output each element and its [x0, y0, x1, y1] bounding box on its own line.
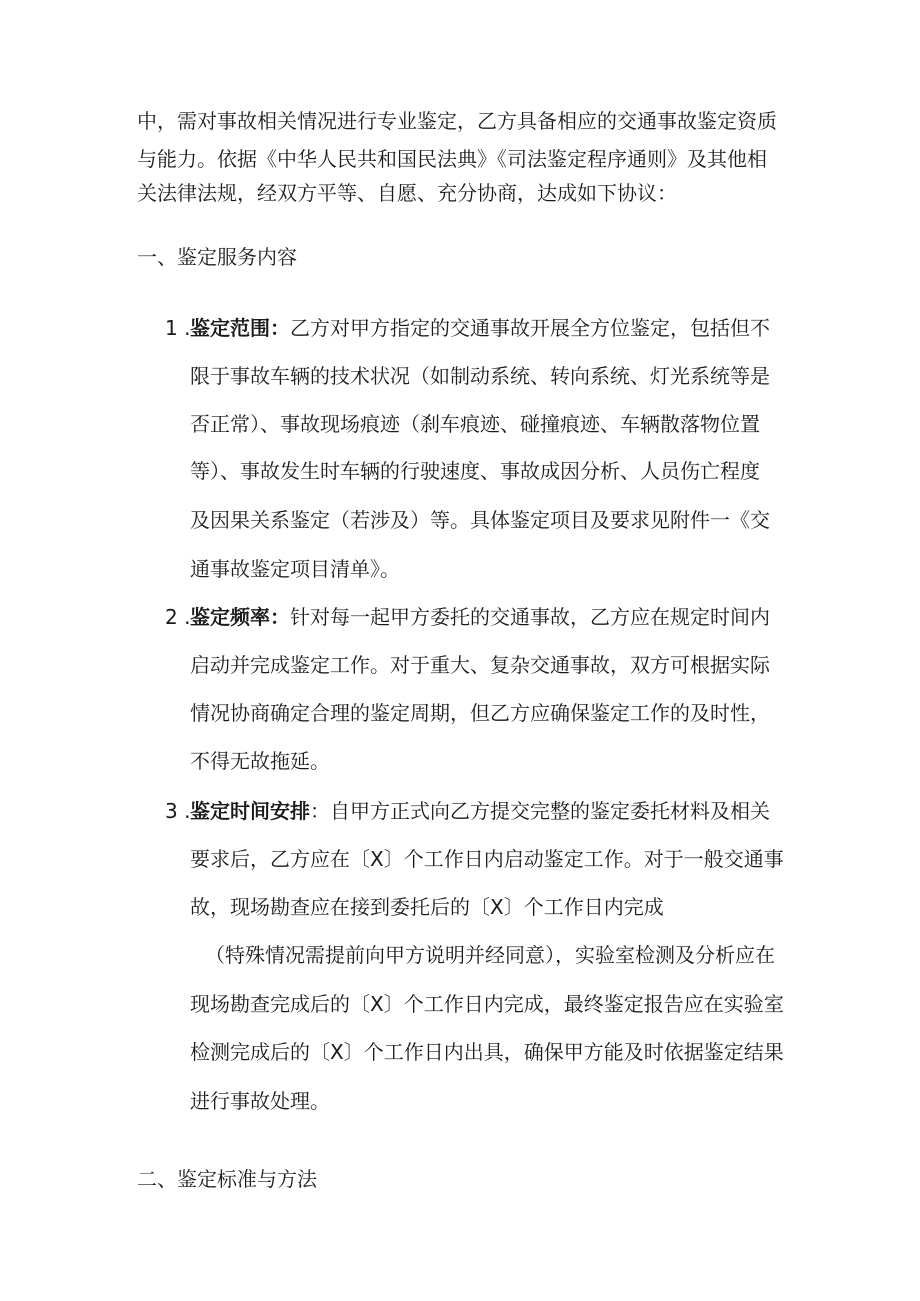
item-number-3: 3 .: [165, 799, 191, 823]
intro-line: 关法律法规，经双方平等、自愿、充分协商，达成如下协议：: [137, 181, 677, 205]
section-heading-1: 一、鉴定服务内容: [137, 245, 297, 269]
item-1-line: 及因果关系鉴定（若涉及）等。具体鉴定项目及要求见附件一《交: [190, 508, 770, 532]
item-1-line: 限于事故车辆的技术状况（如制动系统、转向系统、灯光系统等是: [190, 364, 770, 388]
item-3-text: ：自甲方正式向乙方提交完整的鉴定委托材料及相关: [310, 799, 770, 823]
item-3-line: （特殊情况需提前向甲方说明并经同意），实验室检测及分析应在: [205, 943, 775, 967]
section-heading-2: 二、鉴定标准与方法: [137, 1167, 317, 1191]
item-1-line: 通事故鉴定项目清单》。: [190, 557, 400, 581]
intro-line: 中，需对事故相关情况进行专业鉴定，乙方具备相应的交通事故鉴定资质: [137, 109, 777, 133]
item-3-line: [190, 796, 770, 826]
item-3-line: 现场勘查完成后的〔X〕个工作日内完成，最终鉴定报告应在实验室: [190, 992, 784, 1016]
item-3-line: 故，现场勘查应在接到委托后的〔X〕个工作日内完成: [190, 895, 664, 919]
intro-line: 与能力。依据《中华人民共和国民法典》《司法鉴定程序通则》及其他相: [137, 147, 767, 171]
item-number-2: 2 .: [165, 605, 191, 629]
item-1-line: [190, 313, 770, 343]
item-3-line: 进行事故处理。: [190, 1089, 330, 1113]
item-1-line: 等）、事故发生时车辆的行驶速度、事故成因分析、人员伤亡程度: [190, 459, 760, 483]
item-number-1: 1 .: [165, 316, 191, 340]
item-2-line: [190, 602, 770, 632]
item-1-label: 鉴定范围：: [190, 316, 290, 340]
item-2-line: 启动并完成鉴定工作。对于重大、复杂交通事故，双方可根据实际: [190, 653, 770, 677]
item-2-label: 鉴定频率：: [190, 605, 290, 629]
item-2-text: 针对每一起甲方委托的交通事故，乙方应在规定时间内: [290, 605, 770, 629]
item-2-line: 不得无故拖延。: [190, 749, 330, 773]
item-3-line: 要求后，乙方应在〔X〕个工作日内启动鉴定工作。对于一般交通事: [190, 847, 784, 871]
item-2-line: 情况协商确定合理的鉴定周期，但乙方应确保鉴定工作的及时性，: [190, 701, 770, 725]
item-1-line: 否正常）、事故现场痕迹（刹车痕迹、碰撞痕迹、车辆散落物位置: [190, 412, 760, 436]
item-3-line: 检测完成后的〔X〕个工作日内出具，确保甲方能及时依据鉴定结果: [190, 1040, 784, 1064]
item-3-label: 鉴定时间安排: [190, 799, 310, 823]
item-1-text: 乙方对甲方指定的交通事故开展全方位鉴定，包括但不: [290, 316, 770, 340]
